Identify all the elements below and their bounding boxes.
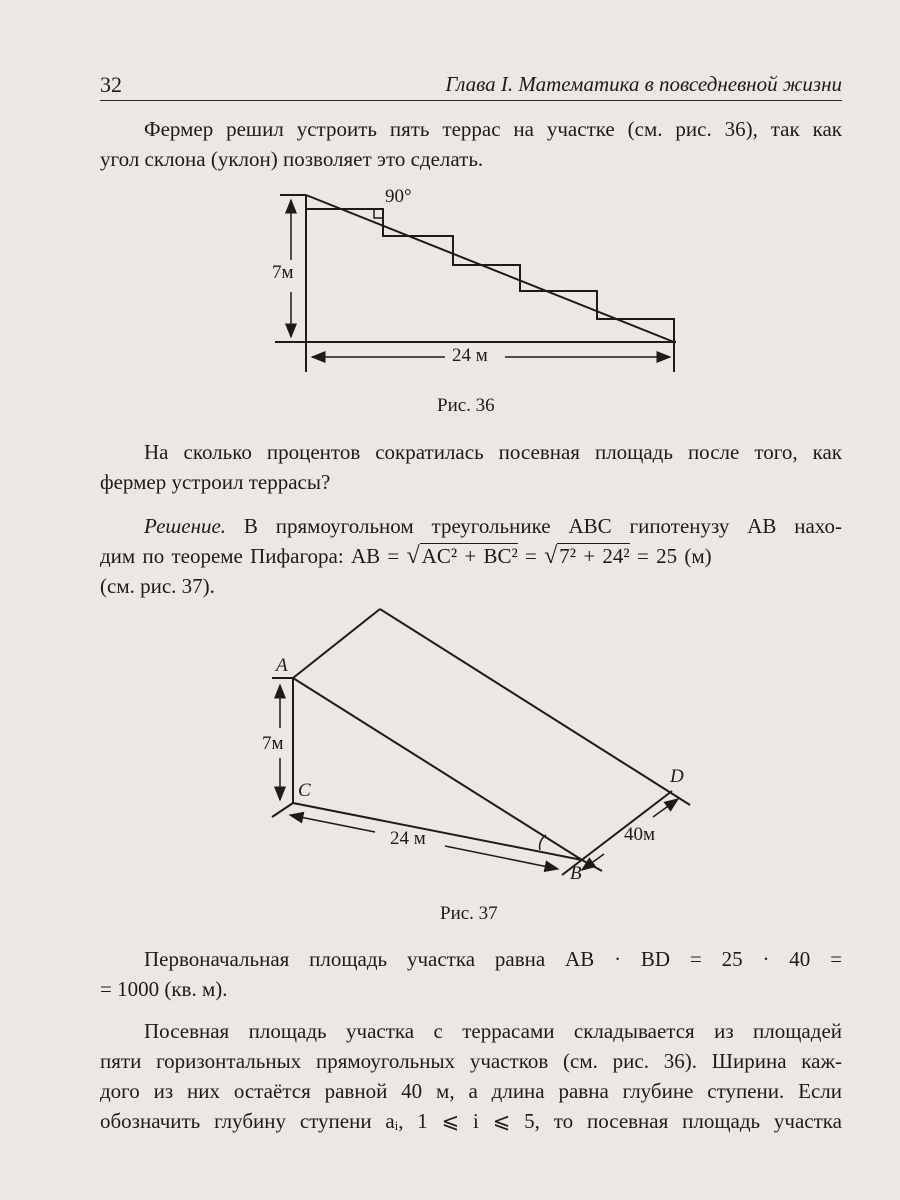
solution-line-2: дим по теореме Пифагора: AB = √AC² + BC² = √7² + 24² = 25 (м) — [100, 543, 712, 569]
point-d: D — [670, 766, 684, 787]
terraces-line-3: дого из них остаётся равной 40 м, а длина равна глубине ступени. Если — [100, 1079, 842, 1103]
width-label: 24 м — [452, 345, 488, 366]
intro-line-2: угол склона (уклон) позволяет это сделать. — [100, 147, 484, 171]
solution-line-3: (см. рис. 37). — [100, 574, 215, 598]
area-line-2: = 1000 (кв. м). — [100, 977, 228, 1001]
solution-lead: Решение. — [144, 514, 227, 538]
terraces-line-4: обозначить глубину ступени aᵢ, 1 ⩽ i ⩽ 5, то посевная площадь участка — [100, 1109, 842, 1133]
angle-label: 90° — [385, 186, 412, 207]
question-line-2: фермер устроил террасы? — [100, 470, 331, 494]
equals: = — [517, 544, 545, 568]
terraces-line-1: Посевная площадь участка с террасами складывается из площадей — [144, 1019, 842, 1043]
point-b: B — [570, 863, 582, 884]
sqrt-7-24: 7² + 24² — [559, 544, 630, 568]
figure-37-caption: Рис. 37 — [440, 903, 498, 924]
height-label: 7м — [272, 262, 294, 283]
pythagoras-text: дим по теореме Пифагора: AB = — [100, 544, 407, 568]
width-label-37: 40м — [624, 824, 656, 845]
solution-line-1 — [100, 511, 842, 541]
question-line-1: На сколько процентов сократилась посевная площадь после того, как — [144, 440, 842, 464]
point-c: C — [298, 780, 311, 801]
length-label-37: 24 м — [390, 828, 426, 849]
terraces-line-2: пяти горизонтальных прямоугольных участков (см. рис. 36). Ширина каж- — [100, 1049, 842, 1073]
page-number: 32 — [100, 72, 122, 97]
point-a: A — [276, 655, 288, 676]
chapter-title: Глава I. Математика в повседневной жизни — [445, 72, 842, 96]
intro-line-1: Фермер решил устроить пять террас на участке (см. рис. 36), так как — [144, 117, 842, 141]
sqrt-ac-bc: AC² + BC² — [421, 544, 518, 568]
result-25: = 25 (м) — [629, 544, 712, 568]
figure-36-caption: Рис. 36 — [437, 395, 495, 416]
solution-text: В прямоугольном треугольнике ABC гипотенузу AB нахо- — [243, 514, 843, 538]
height-label-37: 7м — [262, 733, 284, 754]
area-line-1: Первоначальная площадь участка равна AB · BD = 25 · 40 = — [144, 947, 842, 971]
